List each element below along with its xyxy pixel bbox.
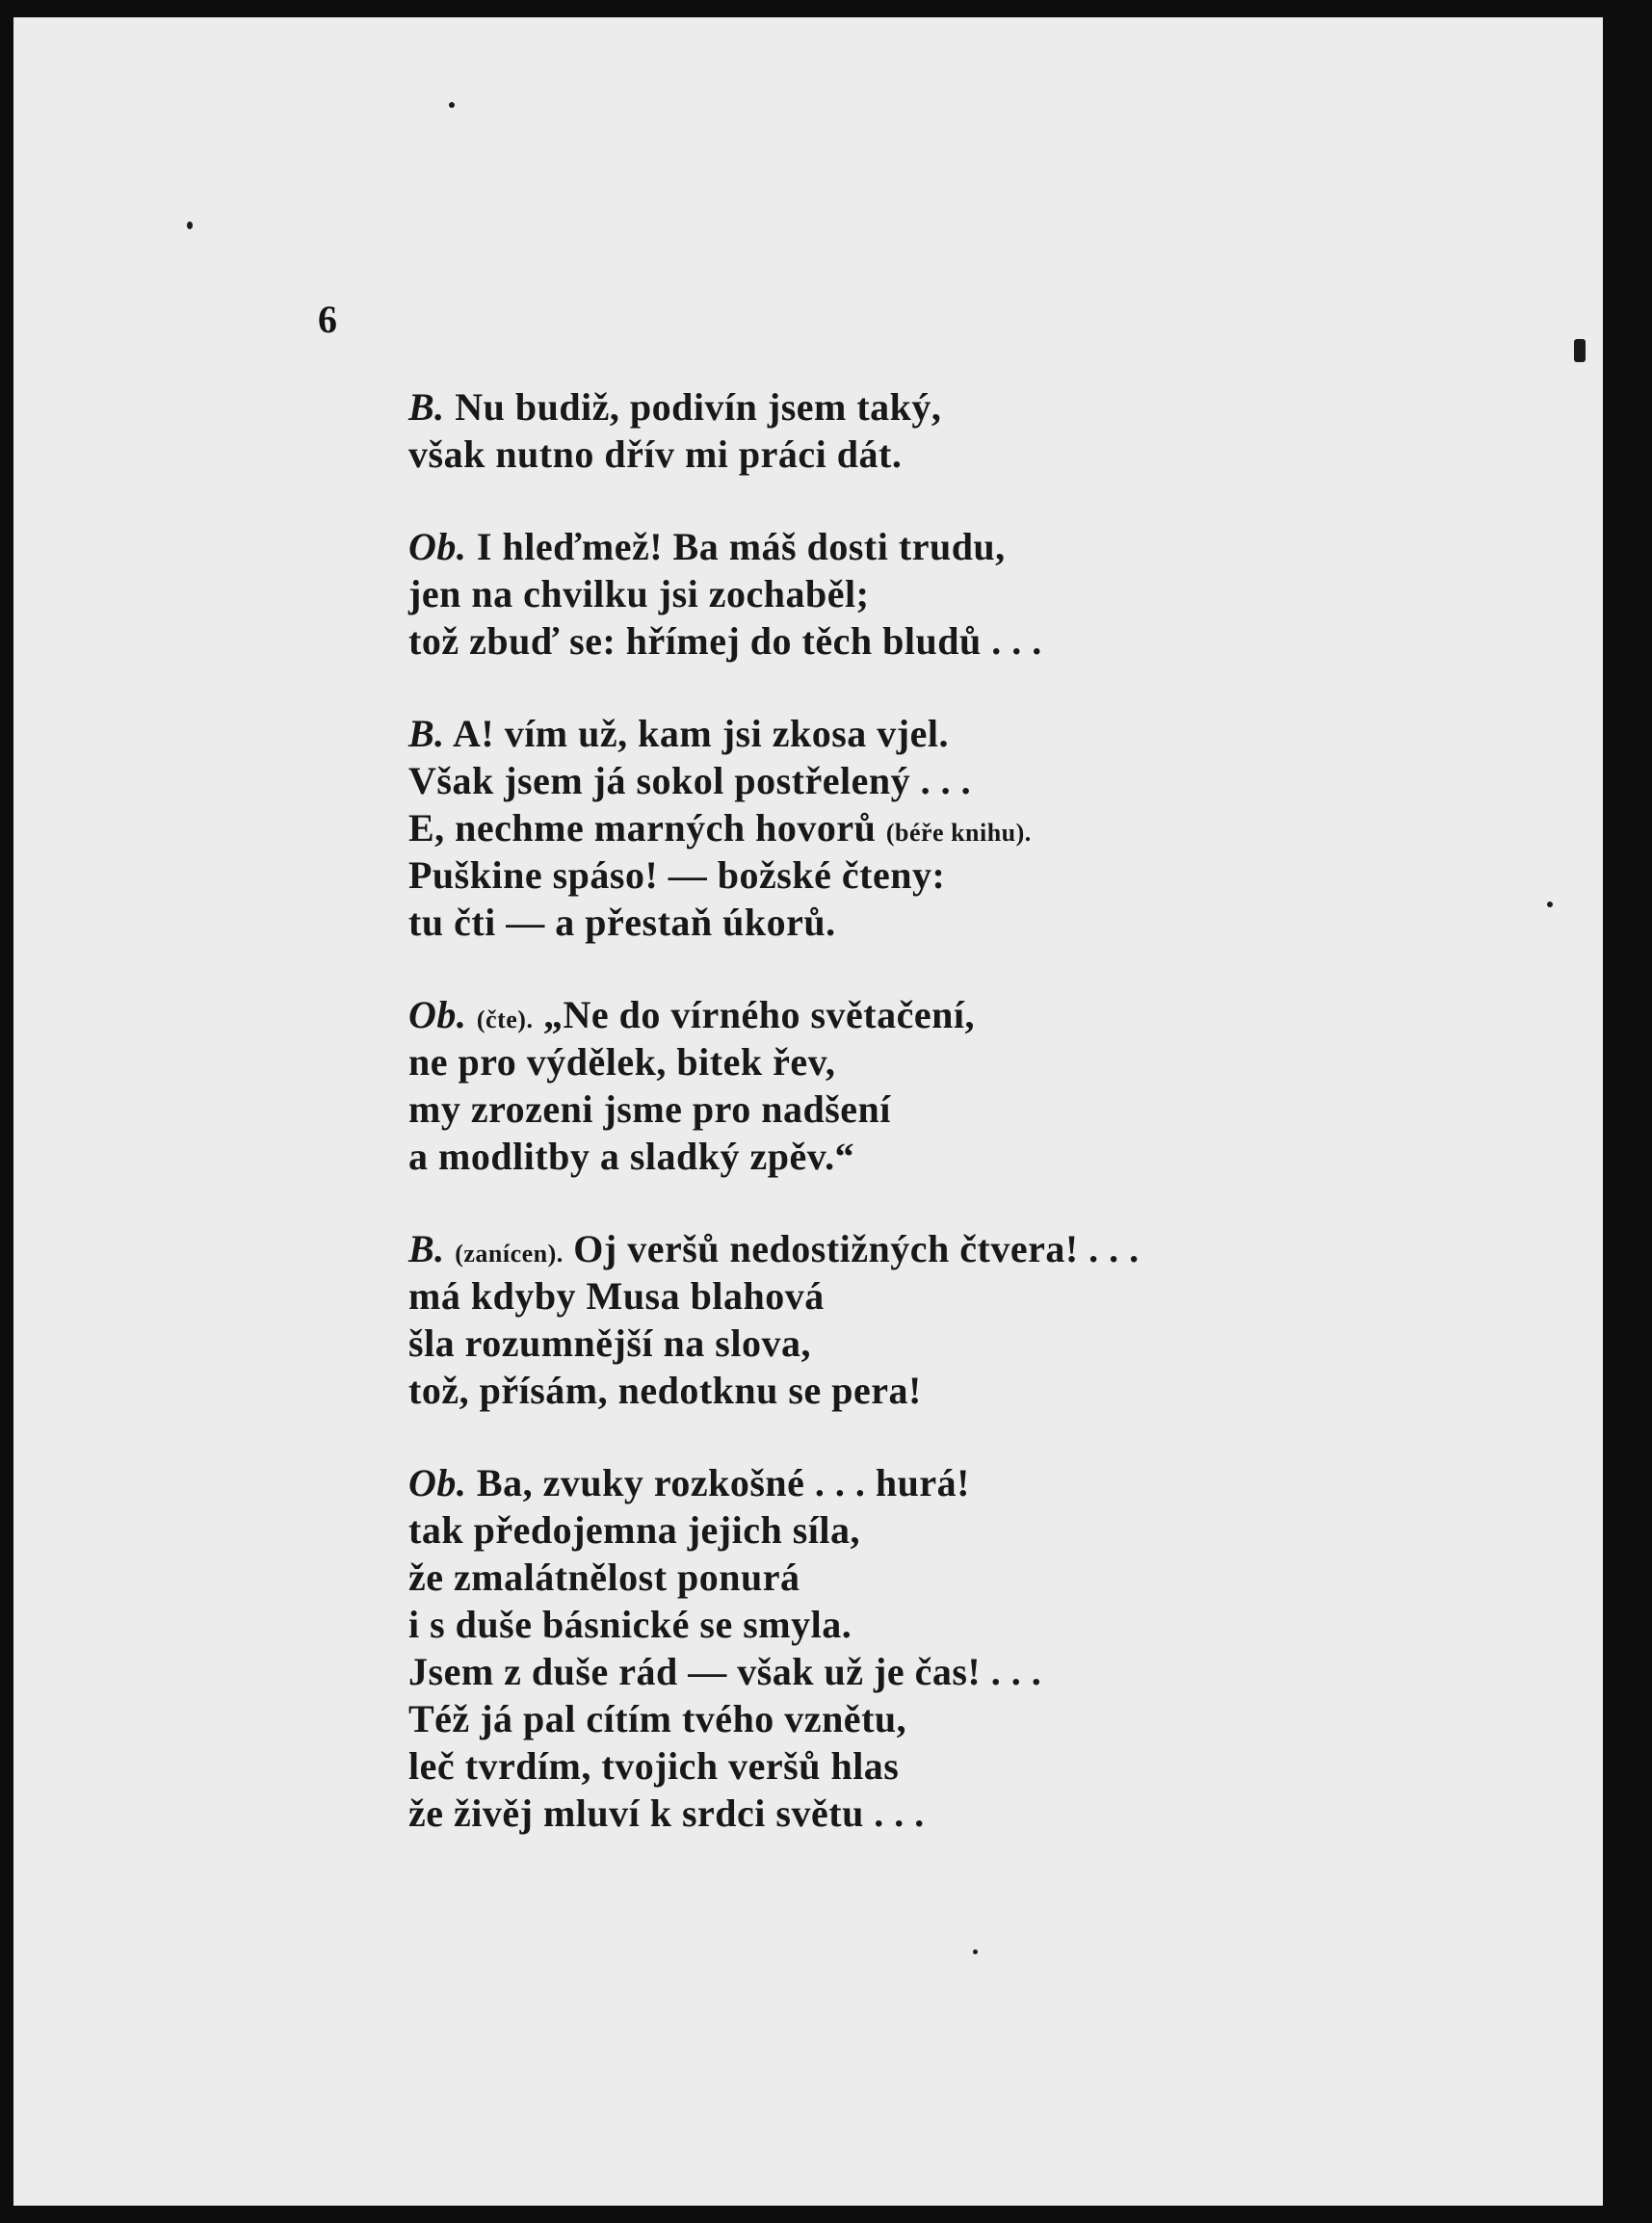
- verse-line: [408, 851, 1372, 899]
- speaker-label: B.: [408, 1227, 445, 1270]
- verse-text: tož zbuď se: hřímej do těch bludů . . .: [408, 619, 1042, 663]
- page-number: 6: [318, 298, 337, 341]
- verse-text: my zrozeni jsme pro nadšení: [408, 1087, 891, 1131]
- verse-text: že zmalátnělost ponurá: [408, 1556, 800, 1599]
- verse-line: [408, 570, 1372, 617]
- speaker-label: Ob.: [408, 993, 467, 1036]
- verse-text: Nu budiž, podivín jsem taký,: [455, 385, 942, 429]
- verse-text: Jsem z duše rád — však už je čas! . . .: [408, 1650, 1042, 1693]
- verse-line: [408, 1272, 1372, 1320]
- verse-text: Puškine spáso! — božské čteny:: [408, 853, 946, 897]
- verse-line: [408, 1695, 1372, 1742]
- verse-line: [408, 1320, 1372, 1367]
- speaker-label: B.: [408, 712, 445, 755]
- verse-text: tož, přísám, nedotknu se pera!: [408, 1369, 922, 1412]
- verse-line: [408, 757, 1372, 804]
- verse-text: i s duše básnické se smyla.: [408, 1603, 852, 1646]
- verse-text: Ba, zvuky rozkošné . . . hurá!: [476, 1461, 970, 1504]
- speaker-label: Ob.: [408, 525, 467, 568]
- verse-line: [408, 1133, 1372, 1180]
- verse-text: leč tvrdím, tvojich veršů hlas: [408, 1744, 900, 1788]
- book-page: [13, 17, 1603, 2206]
- stanza: [408, 1459, 1372, 1837]
- verse-line: [408, 1554, 1372, 1601]
- paper-speck: [1574, 339, 1586, 362]
- verse-text: Však jsem já sokol postřelený . . .: [408, 759, 972, 802]
- stage-direction: (béře knihu).: [885, 819, 1032, 847]
- verse-line: [408, 1225, 1372, 1272]
- verse-line: [408, 1038, 1372, 1085]
- verse-line: [408, 804, 1372, 851]
- verse-line: [408, 431, 1372, 478]
- stage-direction: (čte).: [476, 1006, 534, 1033]
- verse-text: tu čti — a přestaň úkorů.: [408, 901, 836, 944]
- verse-line: [408, 899, 1372, 946]
- verse-line: [408, 991, 1372, 1038]
- verse-text: jen na chvilku jsi zochaběl;: [408, 572, 870, 615]
- stanza: [408, 383, 1372, 478]
- verse-line: [408, 383, 1372, 431]
- verse-line: [408, 1790, 1372, 1837]
- paper-speck: [187, 222, 193, 229]
- verse-line: [408, 1506, 1372, 1554]
- verse-line: [408, 1601, 1372, 1648]
- paper-speck: [973, 1949, 978, 1954]
- verse-line: [408, 523, 1372, 570]
- speaker-label: Ob.: [408, 1461, 467, 1504]
- paper-speck: [1547, 902, 1553, 907]
- verse-line: [408, 617, 1372, 665]
- verse-text: I hleďmež! Ba máš dosti trudu,: [476, 525, 1006, 568]
- stanza: [408, 991, 1372, 1180]
- verse-text: že živěj mluví k srdci světu . . .: [408, 1791, 925, 1835]
- verse-text: „Ne do vírného světačení,: [542, 993, 975, 1036]
- verse-text: ne pro výdělek, bitek řev,: [408, 1040, 836, 1084]
- verse-text: A! vím už, kam jsi zkosa vjel.: [452, 712, 949, 755]
- verse-text: Oj veršů nedostižných čtvera! . . .: [573, 1227, 1140, 1270]
- verse-line: [408, 1648, 1372, 1695]
- verse-line: [408, 710, 1372, 757]
- verse-text: a modlitby a sladký zpěv.“: [408, 1135, 855, 1178]
- verse-line: [408, 1085, 1372, 1133]
- stanza: [408, 523, 1372, 665]
- verse-text: E, nechme marných hovorů: [408, 806, 877, 850]
- verse-text: Též já pal cítím tvého vznětu,: [408, 1697, 907, 1740]
- verse-line: [408, 1742, 1372, 1790]
- verse-text: má kdyby Musa blahová: [408, 1274, 825, 1318]
- verse-text: však nutno dřív mi práci dát.: [408, 432, 903, 476]
- paper-speck: [449, 102, 455, 108]
- verse-line: [408, 1459, 1372, 1506]
- speaker-label: B.: [408, 385, 445, 429]
- verse-line: [408, 1367, 1372, 1414]
- stanza: [408, 710, 1372, 946]
- stanza: [408, 1225, 1372, 1414]
- verse-text: tak předojemna jejich síla,: [408, 1508, 861, 1552]
- verse-text: šla rozumnější na slova,: [408, 1321, 811, 1365]
- poem-text: [408, 383, 1372, 1882]
- stage-direction: (zanícen).: [455, 1240, 564, 1268]
